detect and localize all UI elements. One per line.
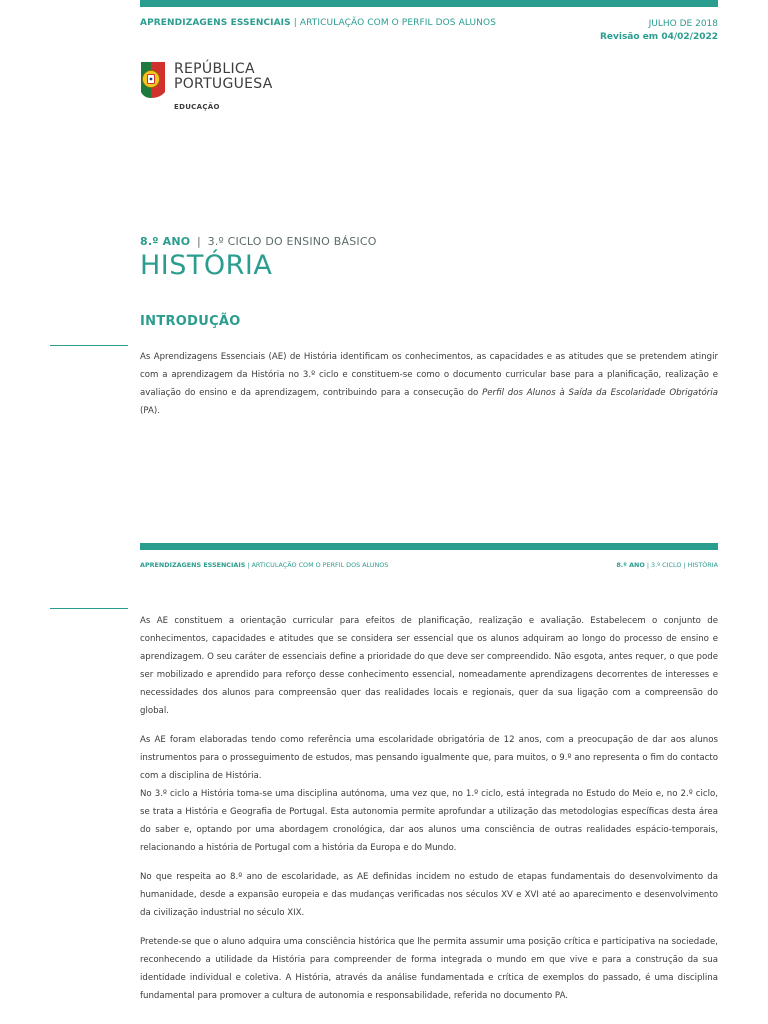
running-year: 8.º ANO xyxy=(616,561,645,569)
paragraph-2b: No 3.º ciclo a História toma-se uma disciplina autónoma, uma vez que, no 1.º ciclo, está integrada no Estudo do Meio e, no 2.º ciclo, se trata a História e Geografia de Portugal. Esta autonomia permite aprofundar a utilização das metodologias específicas desta área do saber e, optando por uma abordagem cronológica, dar aos alunos uma consciência de outras realidades espácio-temporais, relacionando a história de Portugal com a história da Europa e do Mundo. xyxy=(140,789,718,853)
logo-line1: REPÚBLICA xyxy=(174,61,255,77)
intro-paragraph xyxy=(140,348,718,420)
running-series: APRENDIZAGENS ESSENCIAIS xyxy=(140,561,246,569)
top-accent-bar xyxy=(140,0,718,7)
grade-separator: | xyxy=(197,235,201,248)
paragraph-4: Pretende-se que o aluno adquira uma consciência histórica que lhe permita assumir uma posição crítica e participativa na sociedade, reconhecendo a utilidade da História para compreender de forma integrada o mundo em que vive e para a construção da sua identidade individual e coletiva. A História, através da análise fundamentada e crítica de exemplos do passado, é uma disciplina fundamental para promover a cultura de autonomia e responsabilidade, referida no documento PA. xyxy=(140,937,718,1001)
logo-line2: PORTUGUESA xyxy=(174,76,273,92)
running-header-bar xyxy=(140,543,718,550)
header-series: APRENDIZAGENS ESSENCIAIS xyxy=(140,18,291,28)
running-header-right xyxy=(560,561,718,569)
running-cycle: 3.º CICLO xyxy=(651,561,682,569)
running-subject: HISTÓRIA xyxy=(687,561,718,569)
header-dates xyxy=(560,18,718,44)
header-revision: Revisão em 04/02/2022 xyxy=(599,32,718,42)
grade-cycle: 3.º CICLO DO ENSINO BÁSICO xyxy=(207,235,377,248)
logo-ministry: EDUCAÇÃO xyxy=(174,103,220,111)
paragraph-2a: As AE foram elaboradas tendo como referência uma escolaridade obrigatória de 12 anos, com a preocupação de dar aos alunos instrumentos para o prosseguimento de estudos, mas pensando igualmente que, para muitos, o 9.º ano representa o fim do contacto com a disciplina de História. xyxy=(140,735,718,781)
grade-label xyxy=(140,235,377,248)
header-subtitle: ARTICULAÇÃO COM O PERFIL DOS ALUNOS xyxy=(299,18,497,28)
intro-text-before: As Aprendizagens Essenciais (AE) de História identificam os conhecimentos, as capacidades e as atitudes que se pretendem atingir com a aprendizagem da História no 3.º ciclo e constituem-se como o documento curricular base para a planificação, realização e avaliação do ensino e da aprendizagem, contribuindo para a consecução do xyxy=(140,352,718,398)
intro-text-after: (PA). xyxy=(140,406,160,416)
running-header-left xyxy=(140,561,388,569)
sidebar-rule-1 xyxy=(50,345,128,346)
grade-year: 8.º ANO xyxy=(140,235,191,248)
running-subtitle: ARTICULAÇÃO COM O PERFIL DOS ALUNOS xyxy=(251,561,389,569)
page2-body xyxy=(140,612,718,1005)
header-date: JULHO DE 2018 xyxy=(648,19,718,29)
page-title: HISTÓRIA xyxy=(140,250,273,281)
paragraph-1: As AE constituem a orientação curricular para efeitos de planificação, realização e avaliação. Estabelecem o conjunto de conhecimentos, capacidades e atitudes que se considera ser essencial que os alunos adquiram ao longo do processo de ensino e aprendizagem. O seu caráter de essenciais define a prioridade do que deve ser compreendido. Não esgota, antes requer, o que pode ser mobilizado e aprendido para reforço desse conhecimento essencial, nomeadamente aprendizagens decorrentes de interesses e necessidades dos alunos para compreensão quer das realidades locais e regionais, quer da sua ligação com a compreensão do global. xyxy=(140,616,718,716)
running-separator: | xyxy=(247,561,250,569)
intro-text-italic: Perfil dos Alunos à Saída da Escolaridade Obrigatória xyxy=(482,388,718,398)
republic-logo xyxy=(138,60,278,116)
running-separator-2: | xyxy=(646,561,649,569)
sidebar-rule-2 xyxy=(50,608,128,609)
document-header xyxy=(140,18,496,28)
coat-of-arms-icon xyxy=(138,60,168,100)
paragraph-3: No que respeita ao 8.º ano de escolaridade, as AE definidas incidem no estudo de etapas fundamentais do desenvolvimento da humanidade, desde a expansão europeia e das mudanças verificadas nos séculos XV e XVI até ao aparecimento e desenvolvimento da civilização industrial no século XIX. xyxy=(140,872,718,918)
intro-heading: INTRODUÇÃO xyxy=(140,314,241,329)
running-separator-3: | xyxy=(683,561,686,569)
header-separator: | xyxy=(293,18,297,28)
